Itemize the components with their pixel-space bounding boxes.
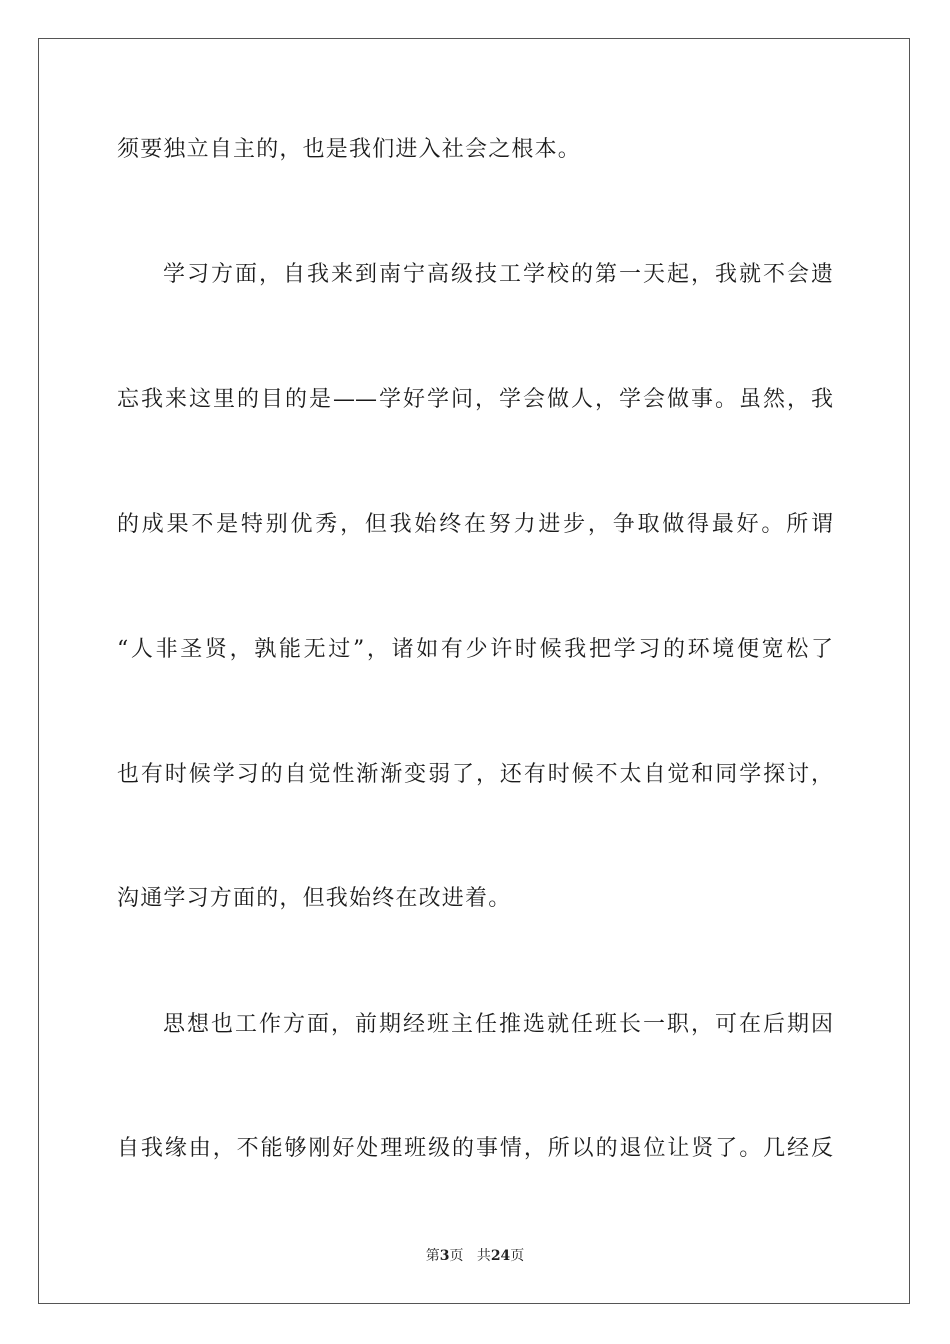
text-line-1: 须要独立自主的，也是我们进入社会之根本。 bbox=[117, 137, 582, 162]
page-prefix: 第 bbox=[425, 1248, 440, 1264]
text-line-9: 自我缘由，不能够刚好处理班级的事情，所以的退位让贤了。几经反 bbox=[117, 1136, 833, 1161]
total-suffix: 页 bbox=[510, 1248, 525, 1264]
text-line-2: 学习方面，自我来到南宁高级技工学校的第一天起，我就不会遗 bbox=[163, 262, 833, 287]
text-line-5: “人非圣贤，孰能无过”，诸如有少许时候我把学习的环境便宽松了 bbox=[117, 637, 833, 662]
text-line-4: 的成果不是特别优秀，但我始终在努力进步，争取做得最好。所谓 bbox=[117, 512, 833, 537]
total-page-count: 24 bbox=[490, 1248, 511, 1264]
text-line-8: 思想也工作方面，前期经班主任推选就任班长一职，可在后期因 bbox=[163, 1012, 833, 1037]
page-number-footer bbox=[0, 1247, 950, 1265]
page-border bbox=[38, 38, 910, 1304]
page-suffix: 页 bbox=[449, 1248, 464, 1264]
text-line-7: 沟通学习方面的，但我始终在改进着。 bbox=[117, 886, 512, 911]
current-page-number: 3 bbox=[439, 1248, 450, 1264]
text-line-3: 忘我来这里的目的是——学好学问，学会做人，学会做事。虽然，我 bbox=[117, 387, 833, 412]
total-prefix: 共 bbox=[476, 1248, 491, 1264]
text-line-6: 也有时候学习的自觉性渐渐变弱了，还有时候不太自觉和同学探讨， bbox=[117, 762, 833, 787]
